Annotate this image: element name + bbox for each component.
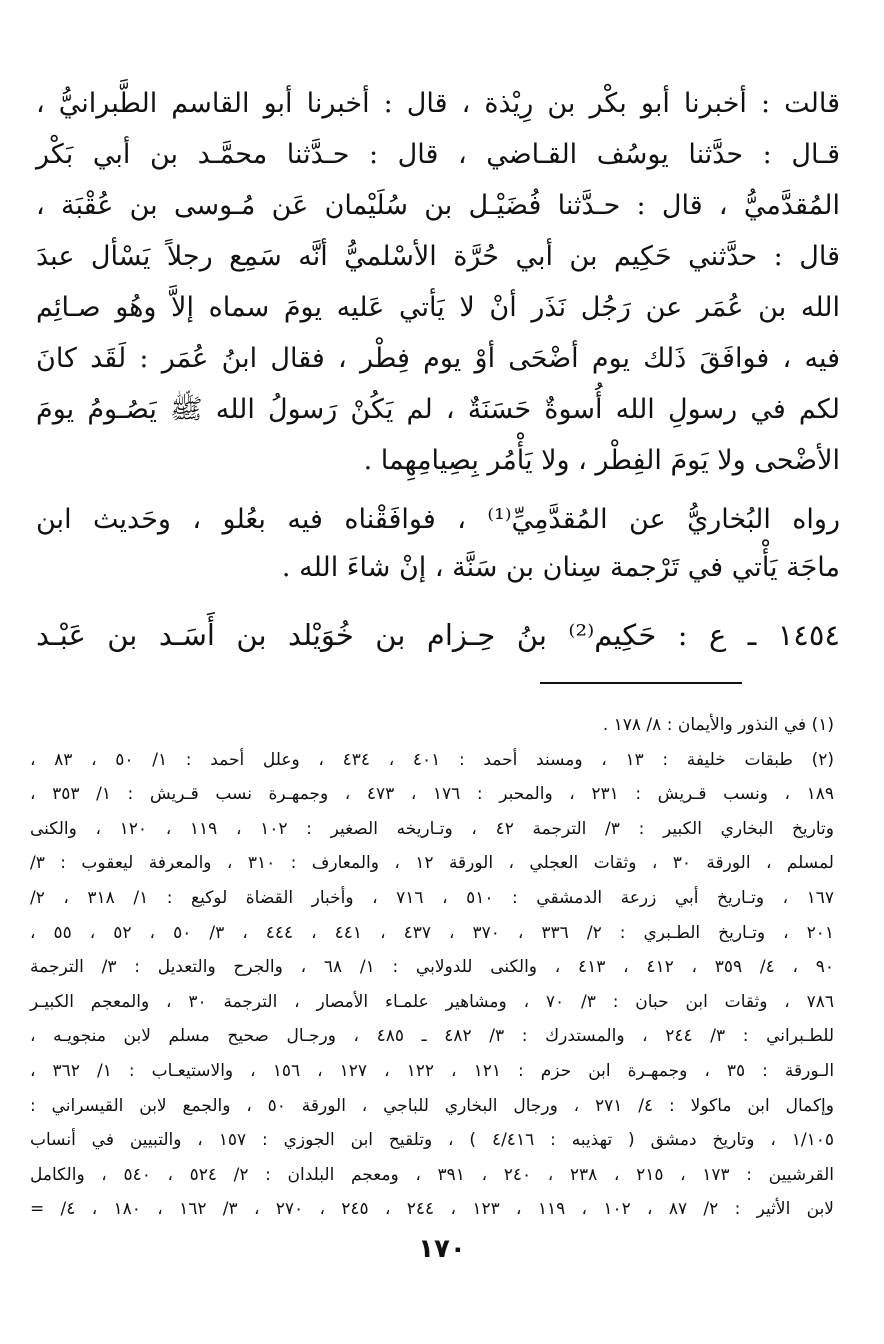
footnote-line: وتاريخ البخاري الكبير : ٣/ الترجمة ٤٢ ، وتـاريخه الصغير : ١٠٢ ، ١١٩ ، ١٢٠ ، والكنى bbox=[30, 818, 834, 839]
footnote-line: وإكمال ابن ماكولا : ٤/ ٢٧١ ، ورجال البخاري للباجي ، الورقة ٥٠ ، والجمع لابن القيسراني : bbox=[30, 1095, 834, 1116]
footnote-line: ٩٠ ، ٤/ ٣٥٩ ، ٤١٢ ، ٤١٣ ، والكنى للدولابي : ١/ ٦٨ ، والجرح والتعديل : ٣/ الترجمة bbox=[30, 957, 835, 978]
footnote-line: القرشيين : ١٧٣ ، ٢١٥ ، ٢٣٨ ، ٢٤٠ ، ٣٩١ ، ومعجم البلدان : ٢/ ٥٢٤ ، ٥٤٠ ، والكامل bbox=[30, 1164, 834, 1185]
main-line: المُقدَّميُّ ، قال : حـدَّثنا فُضَيْـل بن سُلَيْمان عَن مُـوسى بن عُقْبَة ، bbox=[36, 190, 840, 221]
footnote-line: لابن الأثير : ٢/ ٨٧ ، ١٠٢ ، ١١٩ ، ١٢٣ ، ٢٤٤ ، ٢٤٥ ، ٢٧٠ ، ٣/ ١٦٢ ، ١٨٠ ، ٤/ = bbox=[30, 1199, 834, 1220]
footnote-line: الـورقة : ٣٥ ، وجمهـرة ابن حزم : ١٢١ ، ١٢٢ ، ١٢٧ ، ١٥٦ ، والاستيعـاب : ١/ ٣٦٢ ، bbox=[30, 1060, 835, 1081]
main-line: لكم في رسولِ الله أُسوةٌ حَسَنَةٌ ، لم يَكُنْ رَسولُ الله ﷺ يَصُـومُ يومَ bbox=[36, 394, 840, 425]
narration-line: رواه البُخاريُّ عن المُقدَّمِيِّ⁽¹⁾ ، فوافَقْناه فيه بعُلو ، وحَديث ابن bbox=[36, 504, 840, 535]
footnote-line: ١٦٧ ، وتـاريخ أبي زرعة الدمشقي : ٥١٠ ، ٧١٦ ، وأخبار القضاة لوكيع : ١/ ٣١٨ ، ٢/ bbox=[30, 887, 834, 908]
footnote-line: ٧٨٦ ، وثقات ابن حبان : ٣/ ٧٠ ، ومشاهير علمـاء الأمصار ، الترجمة ٣٠ ، والمعجم الكبيـر bbox=[30, 991, 834, 1012]
main-line: قالت : أخبرنا أبو بكْر بن رِيْذة ، قال : أخبرنا أبو القاسم الطَّبرانيُّ ، bbox=[36, 88, 840, 119]
narration-line: ماجَة يَأْتي في تَرْجمة سِنان بن سَنَّة ، إنْ شاءَ الله . bbox=[281, 552, 840, 583]
footnote-separator bbox=[540, 682, 742, 684]
main-line: قال : حدَّثني حَكِيم بن أبي حُرَّة الأسْلميُّ أنَّه سَمِع رجلاً يَسْأل عبدَ bbox=[36, 241, 840, 272]
main-line: فيه ، فوافَقَ ذَلك يوم أضْحَى أوْ يوم فِطْر ، فقال ابنُ عُمَر : لَقَد كانَ bbox=[36, 343, 840, 374]
entry-line: ١٤٥٤ ـ ع : حَكِيم⁽²⁾ بنُ حِـزام بن خُوَيْلد بن أَسَـد بن عَبْـد bbox=[36, 618, 841, 652]
main-text bbox=[36, 78, 840, 486]
main-line: الله بن عُمَر عن رَجُل نَذَر أنْ لا يَأتي عَليه يومَ سماه إلاَّ وهُو صـائِم bbox=[36, 292, 840, 323]
footnote-line: (٢) طبقات خليفة : ١٣ ، ومسند أحمد : ٤٠١ ، ٤٣٤ ، وعلل أحمد : ١/ ٥٠ ، ٨٣ ، bbox=[30, 749, 835, 770]
footnote-line: (١) في النذور والأيمان : ٨/ ١٧٨ . bbox=[602, 715, 834, 735]
biography-entry-heading bbox=[36, 612, 840, 658]
footnote-line: للطـبراني : ٣/ ٢٤٤ ، والمستدرك : ٣/ ٤٨٢ ـ ٤٨٥ ، ورجـال صحيح مسلم لابن منجويـه ، bbox=[30, 1026, 835, 1047]
main-line: الأضْحى ولا يَومَ الفِطْر ، ولا يَأْمُر بِصِيامِهِما . bbox=[363, 445, 840, 476]
footnote-line: ٢٠١ ، وتـاريخ الطـبري : ٢/ ٣٣٦ ، ٣٧٠ ، ٤٣٧ ، ٤٤١ ، ٤٤٤ ، ٣/ ٥٠ ، ٥٢ ، ٥٥ ، bbox=[30, 922, 835, 943]
footnotes bbox=[30, 708, 834, 1227]
footnote-line: ١/١٠٥ ، وتاريخ دمشق ( تهذيبه : ٤/٤١٦ ) ، وتلقيح ابن الجوزي : ١٥٧ ، والتبيين في أنساب bbox=[30, 1130, 835, 1151]
page-number: ١٧٠ bbox=[418, 1234, 466, 1264]
main-line: قـال : حدَّثنا يوسُف القـاضي ، قال : حـدَّثنا محمَّـد بن أبي بَكْر bbox=[36, 139, 840, 170]
footnote-line: ١٨٩ ، ونسب قـريش : ٢٣١ ، والمحبر : ١٧٦ ، ٤٧٣ ، وجمهـرة نسب قـريش : ١/ ٣٥٣ ، bbox=[30, 784, 834, 805]
narration-note bbox=[36, 496, 840, 592]
footnote-line: لمسلم ، الورقة ٣٠ ، وثقات العجلي ، الورقة ١٢ ، والمعارف : ٣١٠ ، والمعرفة ليعقوب : ٣/ bbox=[30, 853, 834, 874]
